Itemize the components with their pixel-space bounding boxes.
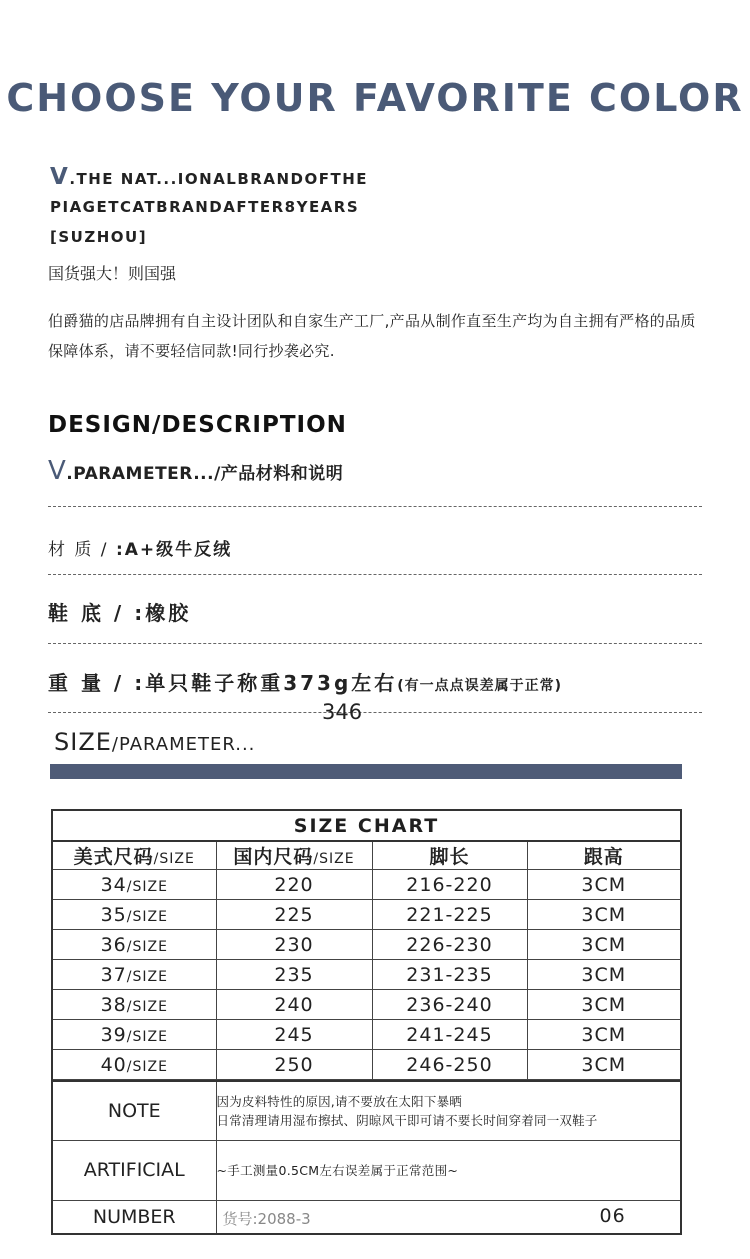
artificial-row: [53, 1140, 680, 1200]
number-label: NUMBER: [53, 1200, 216, 1233]
cn-size-cell: 250: [216, 1050, 372, 1080]
item-code: 06: [599, 1204, 626, 1227]
header-cn-size: [216, 842, 372, 870]
number-cell: [216, 1200, 680, 1233]
table-row: [53, 1020, 680, 1050]
table-row: [53, 1050, 680, 1080]
heel-height-cell: 3CM: [527, 900, 680, 930]
us-size-value: 36: [100, 933, 127, 956]
header-us-size-suffix: /SIZE: [153, 851, 195, 867]
size-suffix: /SIZE: [126, 998, 168, 1015]
size-heading-big: SIZE: [54, 728, 112, 756]
brand-v-letter: V: [50, 164, 70, 190]
table-row: [53, 870, 680, 900]
heel-height-cell: 3CM: [527, 990, 680, 1020]
size-chart: [51, 809, 682, 1235]
spec-material-value: :A+级牛反绒: [115, 540, 233, 560]
heel-height-cell: 3CM: [527, 930, 680, 960]
us-size-cell: [53, 900, 216, 930]
spec-sole: [48, 597, 191, 626]
cn-size-cell: 245: [216, 1020, 372, 1050]
us-size-value: 37: [100, 963, 127, 986]
table-row: [53, 960, 680, 990]
table-row: [53, 900, 680, 930]
brand-line-3: [SUZHOU]: [50, 228, 148, 246]
size-suffix: /SIZE: [126, 1028, 168, 1045]
us-size-cell: [53, 990, 216, 1020]
spec-sole-label: 鞋 底 /: [48, 601, 135, 625]
table-row: [53, 990, 680, 1020]
foot-length-cell: 231-235: [372, 960, 527, 990]
us-size-cell: [53, 1050, 216, 1080]
header-cn-size-suffix: /SIZE: [313, 851, 355, 867]
header-foot-length: 脚长: [372, 842, 527, 870]
note-label: NOTE: [53, 1081, 216, 1140]
us-size-value: 40: [100, 1053, 127, 1076]
brand-line-2: PIAGETCATBRANDAFTER8YEARS: [50, 198, 360, 216]
size-heading: [54, 728, 255, 756]
cn-size-cell: 225: [216, 900, 372, 930]
item-number: 货号:2088-3: [222, 1209, 311, 1228]
us-size-cell: [53, 960, 216, 990]
number-row: [53, 1200, 680, 1233]
header-cn-size-main: 国内尺码: [233, 846, 314, 868]
divider: [48, 643, 702, 644]
spec-material-label: 材 质 /: [48, 540, 116, 560]
size-section-bar: [50, 764, 682, 779]
divider: [48, 506, 702, 507]
header-us-size-main: 美式尺码: [73, 846, 154, 868]
design-heading: DESIGN/DESCRIPTION: [48, 412, 347, 438]
brand-block: [50, 162, 710, 252]
us-size-cell: [53, 870, 216, 900]
cn-size-cell: 235: [216, 960, 372, 990]
foot-length-cell: 226-230: [372, 930, 527, 960]
size-suffix: /SIZE: [126, 908, 168, 925]
cn-size-cell: 230: [216, 930, 372, 960]
heel-height-cell: 3CM: [527, 1050, 680, 1080]
spec-weight: [48, 667, 562, 696]
header-heel-height: 跟高: [527, 842, 680, 870]
note-text: [216, 1081, 680, 1140]
size-table-header: [53, 842, 680, 870]
size-suffix: /SIZE: [126, 878, 168, 895]
info-table: [53, 1080, 680, 1233]
header-us-size: [53, 842, 216, 870]
us-size-cell: [53, 1020, 216, 1050]
size-chart-title: SIZE CHART: [53, 811, 680, 842]
artificial-label: ARTIFICIAL: [53, 1140, 216, 1200]
spec-material: [48, 535, 232, 560]
foot-length-cell: 241-245: [372, 1020, 527, 1050]
note-row: [53, 1081, 680, 1140]
cn-size-cell: 220: [216, 870, 372, 900]
page-title: CHOOSE YOUR FAVORITE COLOR: [6, 76, 744, 120]
heel-height-cell: 3CM: [527, 1020, 680, 1050]
spec-sole-value: :橡胶: [134, 601, 192, 625]
size-suffix: /SIZE: [126, 938, 168, 955]
brand-line-1-text: .THE NAT...IONALBRANDOFTHE: [69, 170, 368, 188]
size-suffix: /SIZE: [126, 1058, 168, 1075]
foot-length-cell: 216-220: [372, 870, 527, 900]
slogan: 国货强大！则国强: [48, 264, 177, 283]
intro-paragraph: 伯爵猫的店品牌拥有自主设计团队和自家生产工厂,产品从制作直至生产均为自主拥有严格的品质保障体系，请不要轻信同款!同行抄袭必究.: [48, 312, 696, 360]
cn-size-cell: 240: [216, 990, 372, 1020]
artificial-text: ~手工测量0.5CM左右误差属于正常范围~: [216, 1140, 680, 1200]
overlay-number: 346: [322, 700, 363, 724]
note-line-1: 因为皮料特性的原因,请不要放在太阳下暴晒: [216, 1093, 462, 1109]
us-size-value: 35: [100, 903, 127, 926]
divider: [48, 712, 702, 713]
divider: [48, 574, 702, 575]
brand-line-1: [50, 162, 710, 192]
heel-height-cell: 3CM: [527, 870, 680, 900]
spec-weight-note: (有一点点误差属于正常): [397, 678, 563, 694]
us-size-value: 38: [100, 993, 127, 1016]
foot-length-cell: 236-240: [372, 990, 527, 1020]
spec-weight-label: 重 量 /: [48, 671, 135, 695]
size-table: [53, 842, 680, 1080]
table-row: [53, 930, 680, 960]
spec-weight-value: :单只鞋子称重373g左右: [134, 671, 398, 695]
us-size-value: 34: [100, 873, 127, 896]
note-line-2: 日常清理请用湿布擦拭、阴晾风干即可请不要长时间穿着同一双鞋子: [216, 1112, 598, 1128]
size-heading-small: /PARAMETER...: [111, 734, 256, 755]
foot-length-cell: 246-250: [372, 1050, 527, 1080]
parameter-heading-text: .PARAMETER.../产品材料和说明: [66, 464, 344, 484]
parameter-heading: [48, 456, 343, 486]
foot-length-cell: 221-225: [372, 900, 527, 930]
us-size-cell: [53, 930, 216, 960]
parameter-v-letter: V: [48, 456, 67, 486]
heel-height-cell: 3CM: [527, 960, 680, 990]
size-suffix: /SIZE: [126, 968, 168, 985]
us-size-value: 39: [100, 1023, 127, 1046]
